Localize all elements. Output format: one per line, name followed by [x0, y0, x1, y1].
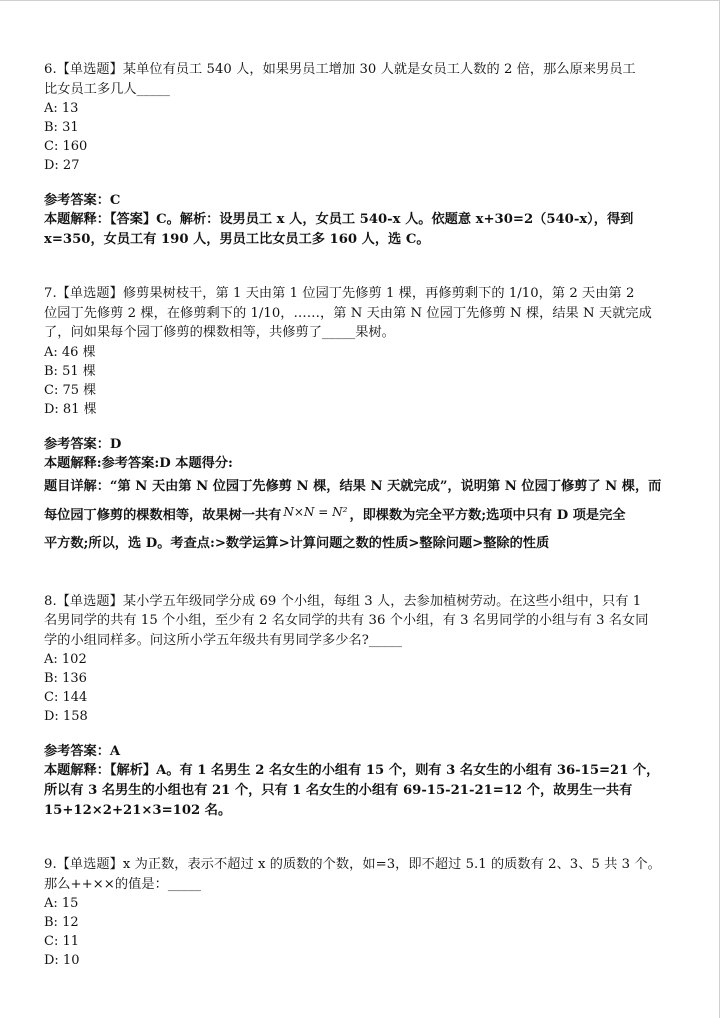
question-stem-line: 学的小组同样多。问这所小学五年级共有男同学多少名?_____ [44, 632, 403, 648]
explanation-line: 本题解释:参考答案:D 本题得分: [44, 455, 233, 471]
explanation-line: 本题解释：【解析】A。有 1 名男生 2 名女生的小组有 15 个，则有 3 名女生的小组有 36-15=21 个， [44, 763, 660, 778]
option-d: D: 158 [44, 709, 88, 724]
option-c: C: 75 棵 [44, 382, 97, 398]
question-7 [44, 284, 684, 558]
explanation-line: x=350，女员工有 190 人，男员工比女员工多 160 人，选 C。 [44, 232, 430, 247]
option-a: A: 15 [44, 896, 79, 911]
explanation-line: 15+12×2+21×3=102 名。 [44, 803, 232, 818]
document-page [44, 60, 684, 970]
explanation-line: 平方数;所以，选 D。考查点:>数学运算>计算问题之数的性质>整除问题>整除的性质 [44, 535, 550, 551]
question-9 [44, 855, 684, 970]
explanation-line: 题目详解：“第 N 天由第 N 位园丁先修剪 N 棵，结果 N 天就完成”，说明第 N 位园丁修剪了 N 棵，而 [44, 478, 662, 494]
question-stem-line: 7.【单选题】修剪果树枝干，第 1 天由第 1 位园丁先修剪 1 棵，再修剪剩下的 1/10，第 2 天由第 2 [44, 286, 635, 301]
option-b: B: 12 [44, 915, 79, 930]
question-stem-line: 那么++××的值是：_____ [44, 876, 202, 892]
option-b: B: 136 [44, 671, 87, 686]
explanation-line: 所以有 3 名男生的小组也有 21 个，只有 1 名女生的小组有 69-15-21-21=12 个，故男生一共有 [44, 783, 633, 798]
explanation-line: 本题解释：【答案】C。解析：设男员工 x 人，女员工 540-x 人。依题意 x+30=2（540-x），得到 [44, 212, 634, 227]
explanation-text: ，即棵数为完全平方数;选项中只有 D 项是完全 [349, 507, 626, 523]
reference-answer: 参考答案：D [44, 436, 122, 452]
question-stem-line: 名男同学的共有 15 个小组，至少有 2 名女同学的共有 36 个小组，有 3 名男同学的小组与有 3 名女同 [44, 613, 649, 628]
reference-answer: 参考答案：C [44, 193, 121, 208]
question-stem-line: 8.【单选题】某小学五年级同学分成 69 个小组，每组 3 人，去参加植树劳动。在这些小组中，只有 1 [44, 593, 642, 609]
question-8 [44, 592, 684, 822]
option-b: B: 51 棵 [44, 363, 96, 379]
question-6 [44, 60, 684, 250]
option-d: D: 27 [44, 158, 80, 173]
option-a: A: 46 棵 [44, 344, 96, 360]
question-stem-line: 位园丁先修剪 2 棵，在修剪剩下的 1/10，……，第 N 天由第 N 位园丁先修剪 N 棵，结果 N 天就完成 [44, 305, 652, 321]
option-d: D: 81 棵 [44, 401, 97, 417]
option-c: C: 144 [44, 690, 88, 705]
question-stem-line: 6.【单选题】某单位有员工 540 人，如果男员工增加 30 人就是女员工人数的 2 倍，那么原来男员工 [44, 62, 636, 77]
option-c: C: 160 [44, 139, 88, 154]
explanation-text: 每位园丁修剪的棵数相等，故果树一共有 [44, 507, 282, 523]
formula: N×N = N² [283, 504, 348, 519]
question-stem-line: 9.【单选题】x 为正数，表示不超过 x 的质数的个数，如=3，即不超过 5.1 的质数有 2、3、5 共 3 个。 [44, 857, 661, 872]
question-stem-line: 了，问如果每个园丁修剪的棵数相等，共修剪了_____果树。 [44, 325, 395, 340]
explanation-line-with-formula [44, 501, 684, 530]
page-top-border [0, 0, 720, 2]
reference-answer: 参考答案：A [44, 744, 121, 759]
option-a: A: 102 [44, 652, 87, 667]
option-a: A: 13 [44, 101, 79, 116]
option-b: B: 31 [44, 120, 79, 135]
option-c: C: 11 [44, 934, 80, 949]
question-stem-line: 比女员工多几人_____ [44, 81, 170, 97]
option-d: D: 10 [44, 953, 80, 968]
